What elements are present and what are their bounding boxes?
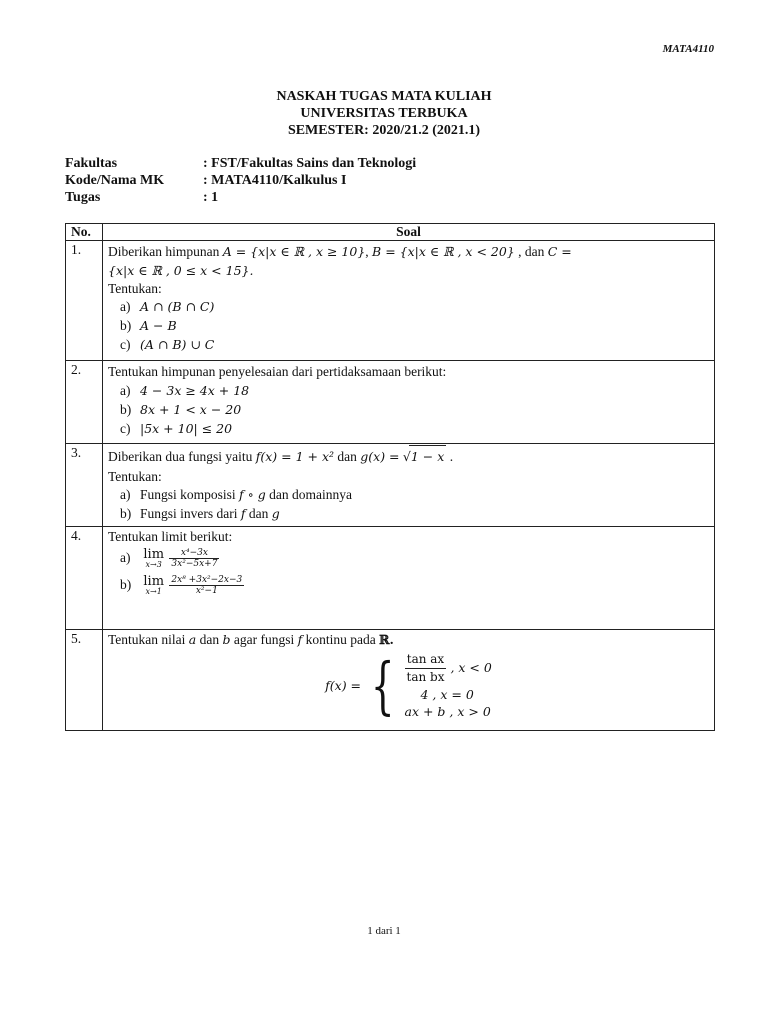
question-number: 3. — [66, 444, 103, 527]
question-number: 1. — [66, 241, 103, 361]
meta-value: : 1 — [203, 190, 219, 205]
option-label: a) — [120, 383, 131, 398]
q1-option-a: A ∩ (B ∩ C) — [140, 299, 215, 314]
denominator: tan bx — [406, 670, 445, 684]
piecewise-cases — [405, 651, 492, 720]
question-row-1 — [66, 241, 715, 361]
q3-function-g-left: g(x) = — [360, 449, 400, 464]
course-code-header: MATA4110 — [662, 43, 714, 55]
option-label: a) — [120, 487, 131, 502]
case-1-condition: , x < 0 — [450, 660, 492, 675]
q5-var-a: a — [188, 632, 197, 647]
question-body — [103, 361, 715, 444]
list-item — [120, 504, 709, 523]
meta-key: Tugas — [65, 190, 101, 205]
q1-option-b: A − B — [140, 318, 177, 333]
question-body — [103, 444, 715, 527]
title-line-1: NASKAH TUGAS MATA KULIAH — [276, 89, 492, 104]
q1-dan: , dan — [518, 244, 545, 259]
option-label: c) — [120, 421, 131, 436]
case-1 — [405, 651, 492, 686]
meta-value: : FST/Fakultas Sains dan Teknologi — [203, 156, 417, 171]
sqrt-icon: √ — [402, 449, 411, 464]
q1-set-b: B = {x|x ∈ ℝ , x < 20} — [372, 244, 515, 259]
meta-key: Kode/Nama MK — [65, 173, 165, 188]
option-label: c) — [120, 337, 131, 352]
case-1-fraction — [405, 651, 447, 686]
q3-dan: dan — [337, 449, 357, 464]
meta-key: Fakultas — [65, 156, 118, 171]
q3-option-b-g: g — [271, 506, 280, 521]
course-meta — [65, 155, 416, 206]
question-number: 2. — [66, 361, 103, 444]
meta-row-fakultas — [65, 155, 416, 172]
meta-row-kode — [65, 172, 416, 189]
column-header-no: No. — [66, 224, 103, 241]
list-item — [120, 316, 709, 335]
q3-option-b-dan: dan — [248, 506, 269, 521]
lim-subscript: x→3 — [145, 560, 162, 569]
q3-option-a-math: f ∘ g — [239, 487, 266, 502]
q5-var-f: f — [297, 632, 303, 647]
question-row-2 — [66, 361, 715, 444]
page-number: 1 dari 1 — [367, 925, 401, 937]
case-3: ax + b , x > 0 — [404, 704, 491, 719]
lim-word: lim — [143, 574, 165, 589]
meta-row-tugas — [65, 189, 416, 206]
q3-options — [108, 485, 709, 523]
option-label: a) — [120, 299, 131, 314]
piecewise-function — [108, 648, 709, 722]
fraction-a — [169, 548, 219, 569]
fraction-b — [169, 575, 244, 596]
meta-value: : MATA4110/Kalkulus I — [203, 173, 347, 188]
question-body — [103, 527, 715, 630]
q2-option-a: 4 − 3x ≥ 4x + 18 — [140, 383, 250, 398]
q1-set-a: A = {x|x ∈ ℝ , x ≥ 10} — [222, 244, 366, 259]
lim-word: lim — [143, 547, 165, 562]
numerator: tan ax — [405, 651, 447, 669]
question-table — [65, 223, 715, 731]
list-item — [120, 400, 709, 419]
numerator: 2x⁸ +3x²−2x−3 — [171, 575, 243, 585]
option-label: b) — [120, 318, 132, 333]
option-label: b) — [120, 576, 132, 592]
q5-text-3: agar fungsi — [233, 632, 295, 647]
q1-set-c-start: C = — [547, 244, 572, 259]
q1-intro: Diberikan himpunan — [108, 244, 220, 259]
q1-tentukan: Tentukan: — [108, 281, 162, 296]
case-2: 4 , x = 0 — [420, 687, 474, 702]
q3-end: . — [449, 449, 454, 464]
q3-tentukan: Tentukan: — [108, 469, 162, 484]
limit-b — [143, 575, 164, 596]
list-item — [120, 485, 709, 504]
list-item — [120, 419, 709, 438]
q5-var-b: b — [222, 632, 231, 647]
q2-intro: Tentukan himpunan penyelesaian dari pertidaksamaan berikut: — [108, 364, 447, 379]
q2-option-b: 8x + 1 < x − 20 — [140, 402, 242, 417]
q3-intro: Diberikan dua fungsi yaitu — [108, 449, 253, 464]
q1-options — [108, 297, 709, 354]
q1-set-c: {x|x ∈ ℝ , 0 ≤ x < 15}. — [108, 263, 254, 278]
q1-intro-line: Diberikan himpunan A = {x|x ∈ ℝ , x ≥ 10}, B = {x|x ∈ ℝ , x < 20} , dan C = — [108, 244, 572, 259]
question-body — [103, 630, 715, 731]
option-label: a) — [120, 549, 131, 565]
q3-function-f: f(x) = 1 + x² — [255, 449, 335, 464]
list-item — [120, 297, 709, 316]
lim-subscript: x→1 — [145, 587, 162, 596]
q3-function-g-root: 1 − x — [409, 445, 446, 468]
q4-option-a — [108, 548, 709, 569]
numerator: x⁴−3x — [169, 548, 219, 559]
limit-a — [143, 548, 164, 569]
q5-text-4: kontinu pada — [305, 632, 376, 647]
document-title — [0, 88, 768, 139]
question-row-3 — [66, 444, 715, 527]
question-row-5 — [66, 630, 715, 731]
q5-intro-line — [108, 631, 709, 649]
q5-real-set: ℝ. — [379, 632, 394, 647]
q2-options — [108, 381, 709, 438]
option-label: b) — [120, 402, 132, 417]
q3-option-a-text: Fungsi komposisi — [140, 487, 236, 502]
q4-option-b — [108, 575, 709, 596]
denominator: 3x²−5x+7 — [171, 559, 218, 569]
question-number: 4. — [66, 527, 103, 630]
q3-option-b-f: f — [240, 506, 246, 521]
column-header-soal: Soal — [103, 224, 715, 241]
q2-option-c: |5x + 10| ≤ 20 — [140, 421, 233, 436]
q5-text-2: dan — [199, 632, 220, 647]
question-number: 5. — [66, 630, 103, 731]
q3-option-b-text: Fungsi invers dari — [140, 506, 238, 521]
title-line-3: SEMESTER: 2020/21.2 (2021.1) — [287, 123, 481, 138]
q3-option-a-tail: dan domainnya — [269, 487, 352, 502]
title-line-2: UNIVERSITAS TERBUKA — [300, 106, 468, 121]
q3-intro-line — [108, 445, 709, 468]
option-label: b) — [120, 506, 132, 521]
q1-option-c: (A ∩ B) ∪ C — [140, 337, 215, 352]
q4-intro: Tentukan limit berikut: — [108, 529, 233, 544]
piecewise-lhs: f(x) = — [325, 678, 362, 693]
question-body — [103, 241, 715, 361]
q5-text-1: Tentukan nilai — [108, 632, 186, 647]
denominator: x²−1 — [195, 586, 218, 596]
list-item — [120, 381, 709, 400]
left-brace-icon: { — [370, 648, 395, 722]
question-row-4 — [66, 527, 715, 630]
table-header-row — [66, 224, 715, 241]
list-item — [120, 335, 709, 354]
